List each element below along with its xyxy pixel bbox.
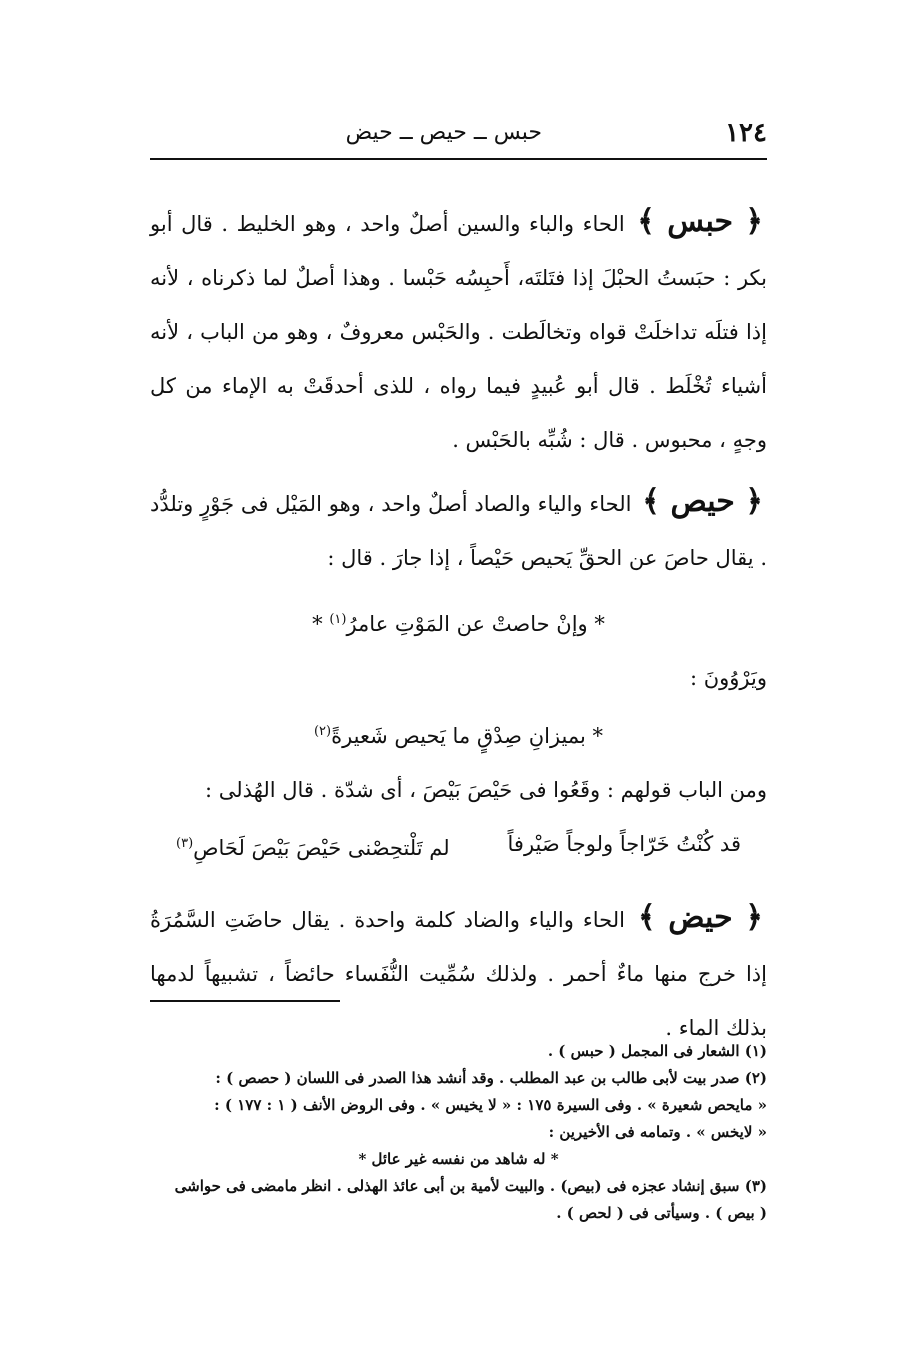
text-line: ومن الباب قولهم : وقَعُوا فى حَيْصَ بَيْصَ ، أى شدّة . قال الهُذلى :: [204, 778, 767, 802]
couplet: [150, 817, 767, 875]
footnote-2-verse: * له شاهد من نفسه غير عائل *: [358, 1150, 559, 1168]
entry-text: الحاء والياء والضاد كلمة واحدة . يقال حاضَتِ السَّمُرَةُ إذا خرج منها ماءٌ أحمر . ولذلك سُمِّيت النُّفَساء حائضاً ، تشبيهاً لدمها بذلك الماء .: [150, 908, 767, 1040]
text-line: ويَرْوُونَ :: [689, 666, 767, 690]
hemistich-first: قد كُنْتُ خَرّاجاً ولوجاً صَيْرفاً: [507, 832, 741, 856]
entry-text: الحاء والياء والصاد أصلٌ واحد ، وهو المَيْل فى جَوْرٍ وتلدُّد . يقال حاصَ عن الحقِّ يَحيص حَيْصاً ، إذا جارَ . قال :: [150, 492, 767, 570]
footnotes: [150, 1038, 767, 1227]
hemistich-second-text: لم تَلْتحِصْنى حَيْصَ بَيْصَ لَحَاصِ: [193, 836, 450, 860]
verse-line: [150, 705, 767, 763]
running-title: حبس ــ حيص ــ حيض: [345, 120, 542, 145]
main-text: [150, 195, 767, 1063]
verse-text: * وإنْ حاصتْ عن المَوْتِ عامرُ: [346, 612, 605, 636]
entry-habs: [150, 195, 767, 467]
footnote-2-cont: « لايخس » . وتمامه فى الأخيرين :: [548, 1123, 767, 1141]
entry-hayd: [150, 891, 767, 1055]
footnote-2: (٢) صدر بيت لأبى طالب بن عبد المطلب . وقد أنشد هذا الصدر فى اللسان ( حصص ) :: [215, 1069, 767, 1087]
headword: ﴿ حبس ﴾: [637, 204, 764, 239]
header-rule: [150, 158, 767, 160]
footnote-3: (٣) سبق إنشاد عجزه فى (بيص) . والبيت لأمية بن أبى عائذ الهذلى . انظر مامضى فى حواشى: [174, 1177, 767, 1195]
verse-end: *: [312, 612, 330, 636]
verse-line: [150, 593, 767, 651]
footnote-marker: (٣): [176, 836, 194, 851]
footnote-3-cont: ( بيص ) . وسيأتى فى ( لحص ) .: [556, 1204, 767, 1222]
headword: ﴿ حيض ﴾: [637, 900, 763, 935]
verse-text: * بميزانِ صِدْقٍ ما يَحيص شَعيرةً: [331, 724, 604, 748]
entry-hays: [150, 475, 767, 585]
footnote-marker: (٢): [313, 724, 332, 739]
entry-text: الحاء والباء والسين أصلٌ واحد ، وهو الخليط . قال أبو بكر : حبَستُ الحبْلَ إذا فتَلتَه، أَحبِسُه حَبْسا . وهذا أصلٌ لما ذكرناه ، لأنه إذا فتلَه تداخلَتْ قواه وتخالَطت . والحَبْس معروفٌ ، وهو من الباب ، لأنه أشياء تُخْلَط . قال أبو عُبيدٍ فيما رواه ، للذى أحدقَتْ به الإماء من كل وجهٍ ، محبوس . قال : شُبِّه بالحَبْس .: [150, 212, 767, 452]
footnote-2-cont: « مايحص شعيرة » . وفى السيرة ١٧٥ : « لا يخيس » . وفى الروض الأنف ( ١ : ١٧٧ ) :: [214, 1096, 767, 1114]
page-number: ١٢٤: [725, 118, 767, 148]
footnote-1: (١) الشعار فى المجمل ( حبس ) .: [547, 1042, 767, 1060]
footnote-marker: (١): [329, 612, 347, 627]
headword: ﴿ حيص ﴾: [642, 484, 763, 519]
page-header: [150, 118, 767, 154]
hemistich-second: [176, 817, 450, 875]
footnote-rule: [150, 1000, 340, 1002]
